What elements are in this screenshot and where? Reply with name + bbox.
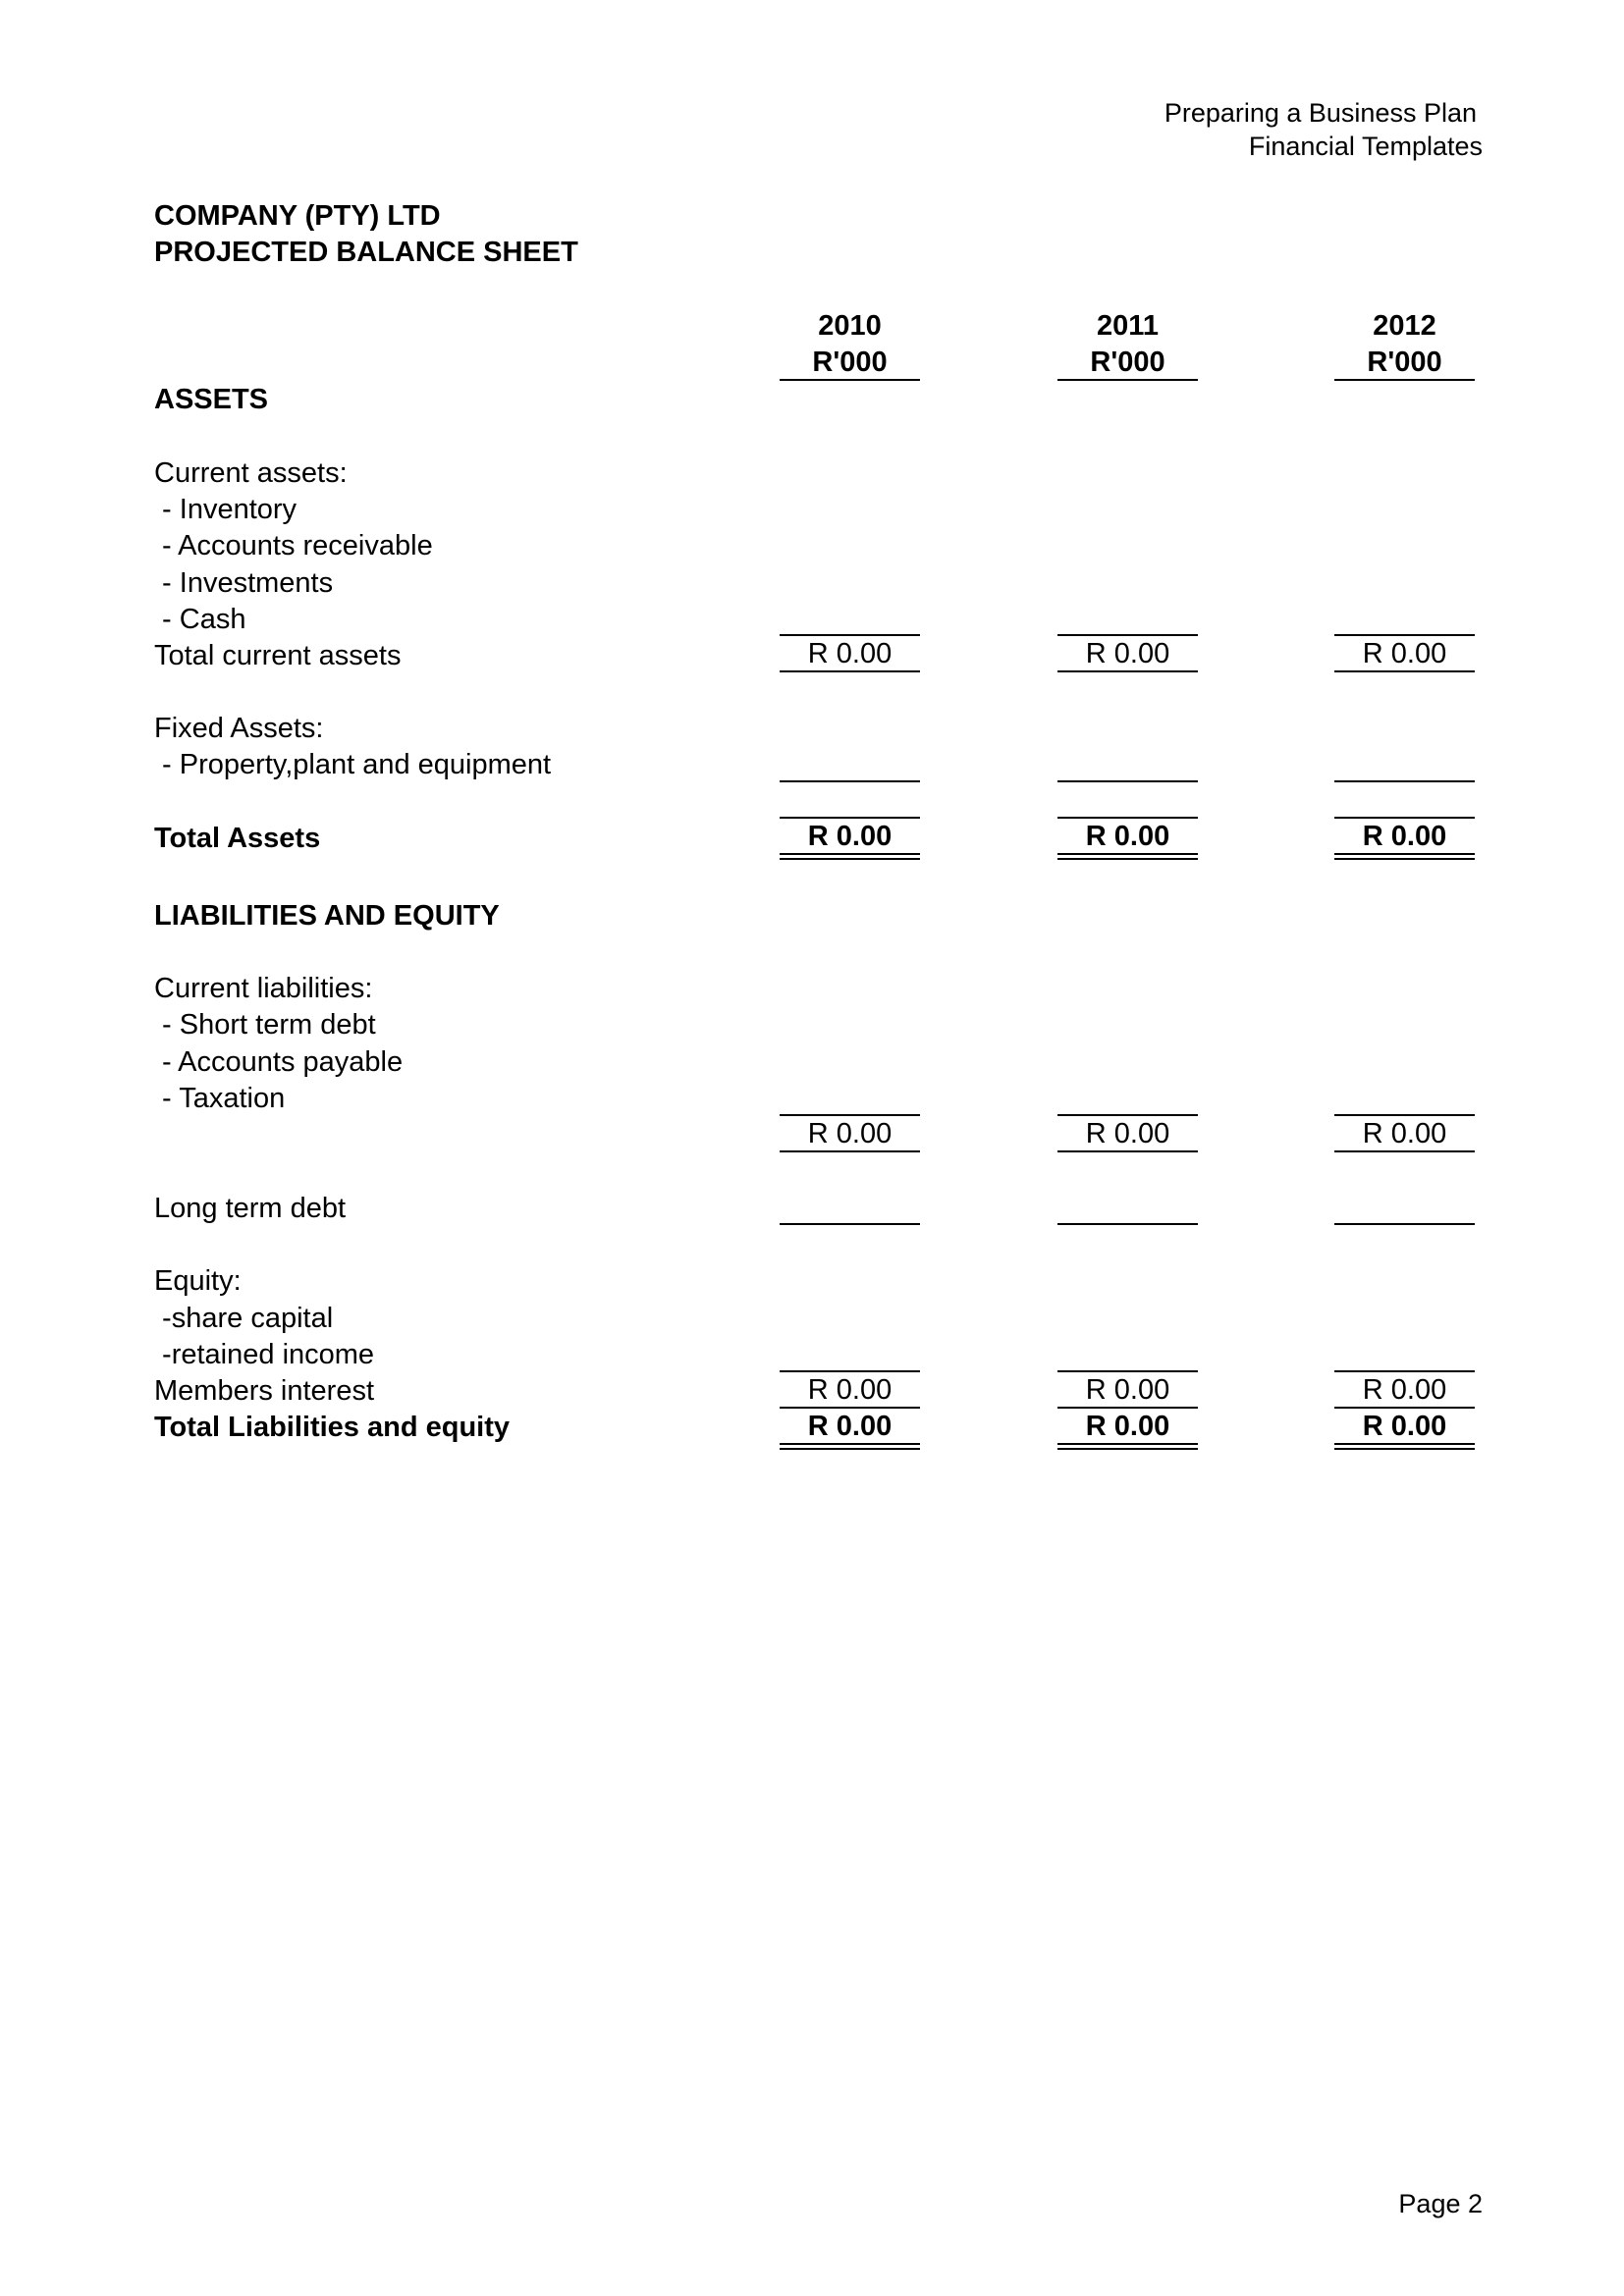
double-rule [1334,1448,1475,1450]
rule [780,1114,920,1116]
rule [780,1370,920,1372]
value-total-liabilities-equity-2011: R 0.00 [1085,1411,1170,1442]
rule [1334,1407,1475,1409]
rule [1334,1150,1475,1152]
rule [780,1223,920,1225]
value-total-assets-2010: R 0.00 [807,821,893,852]
label-short-term-debt: - Short term debt [154,1009,376,1041]
value-members-interest-2010: R 0.00 [807,1374,893,1406]
rule [1334,1114,1475,1116]
label-total-assets: Total Assets [154,823,321,854]
value-total-liabilities-equity-2012: R 0.00 [1362,1411,1447,1442]
double-rule [780,853,920,855]
label-total-liabilities-equity: Total Liabilities and equity [154,1412,511,1443]
label-long-term-debt: Long term debt [154,1193,347,1224]
label-current-assets: Current assets: [154,457,348,489]
label-accounts-payable: - Accounts payable [154,1046,404,1078]
rule [780,634,920,636]
rule [1057,780,1198,782]
section-assets: ASSETS [154,384,269,415]
label-cash: - Cash [154,604,246,635]
rule [1057,1370,1198,1372]
document-header-subtitle: Financial Templates [1248,132,1483,161]
statement-title: PROJECTED BALANCE SHEET [154,237,578,268]
col-unit-2011: R'000 [1090,347,1165,378]
rule [1334,634,1475,636]
rule [1057,634,1198,636]
value-total-assets-2012: R 0.00 [1362,821,1447,852]
rule [1057,1150,1198,1152]
value-current-liabilities-2012: R 0.00 [1362,1118,1447,1149]
rule [1057,670,1198,672]
value-current-liabilities-2010: R 0.00 [807,1118,893,1149]
col-header-underline [1057,379,1198,381]
double-rule [1057,1443,1198,1445]
label-members-interest: Members interest [154,1375,375,1407]
label-ppe: - Property,plant and equipment [154,749,552,780]
col-unit-2010: R'000 [812,347,888,378]
rule [780,670,920,672]
rule [1334,670,1475,672]
label-accounts-receivable: - Accounts receivable [154,530,433,561]
rule [1057,1114,1198,1116]
label-share-capital: -share capital [154,1303,334,1334]
label-taxation: - Taxation [154,1083,286,1114]
rule [1334,1223,1475,1225]
rule [1334,780,1475,782]
value-total-current-assets-2012: R 0.00 [1362,638,1447,669]
label-equity: Equity: [154,1265,242,1297]
rule [1057,817,1198,819]
rule [780,780,920,782]
col-year-2011: 2011 [1097,310,1159,342]
document-header-title: Preparing a Business Plan [1164,98,1477,128]
rule [780,1150,920,1152]
col-year-2010: 2010 [818,310,882,342]
rule [1057,1407,1198,1409]
value-total-current-assets-2010: R 0.00 [807,638,893,669]
double-rule [1334,853,1475,855]
label-retained-income: -retained income [154,1339,375,1370]
rule [1334,1370,1475,1372]
col-year-2012: 2012 [1373,310,1436,342]
company-name: COMPANY (PTY) LTD [154,200,441,232]
double-rule [1057,858,1198,860]
rule [780,1407,920,1409]
value-total-current-assets-2011: R 0.00 [1085,638,1170,669]
value-members-interest-2012: R 0.00 [1362,1374,1447,1406]
value-total-liabilities-equity-2010: R 0.00 [807,1411,893,1442]
rule [780,817,920,819]
label-fixed-assets: Fixed Assets: [154,713,324,744]
label-current-liabilities: Current liabilities: [154,973,373,1004]
double-rule [780,858,920,860]
double-rule [1057,853,1198,855]
label-inventory: - Inventory [154,494,298,525]
col-unit-2012: R'000 [1367,347,1442,378]
col-header-underline [780,379,920,381]
label-investments: - Investments [154,567,334,599]
section-liabilities-equity: LIABILITIES AND EQUITY [154,900,500,932]
label-total-current-assets: Total current assets [154,640,402,671]
col-header-underline [1334,379,1475,381]
value-total-assets-2011: R 0.00 [1085,821,1170,852]
rule [1334,817,1475,819]
rule [1057,1223,1198,1225]
double-rule [1334,1443,1475,1445]
double-rule [780,1448,920,1450]
double-rule [780,1443,920,1445]
double-rule [1334,858,1475,860]
double-rule [1057,1448,1198,1450]
value-current-liabilities-2011: R 0.00 [1085,1118,1170,1149]
page-number: Page 2 [1398,2189,1483,2218]
value-members-interest-2011: R 0.00 [1085,1374,1170,1406]
